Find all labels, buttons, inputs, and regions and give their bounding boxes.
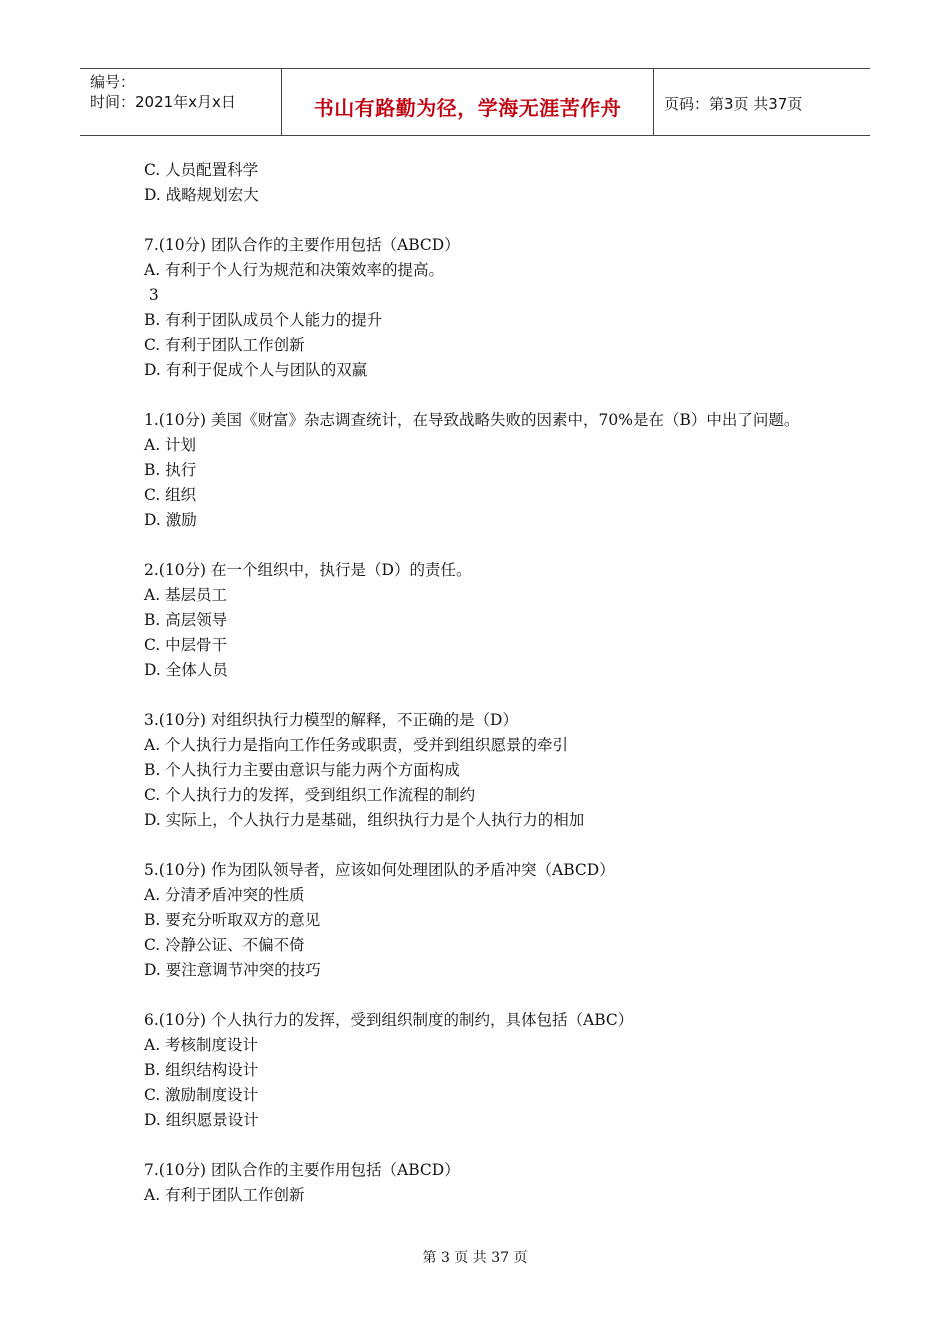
blank-line bbox=[144, 983, 824, 1008]
text-line: D. 激励 bbox=[144, 511, 197, 529]
motto-text: 书山有路勤为径，学海无涯苦作舟 bbox=[313, 96, 622, 120]
text-line: C. 组织 bbox=[144, 486, 197, 504]
text-line: A. 有利于团队工作创新 bbox=[144, 1186, 305, 1204]
page-footer: 第 3 页 共 37 页 bbox=[422, 1250, 528, 1266]
text-line: A. 计划 bbox=[144, 436, 197, 454]
text-line: A. 个人执行力是指向工作任务或职责，受并到组织愿景的牵引 bbox=[144, 736, 569, 754]
text-line: D. 要注意调节冲突的技巧 bbox=[144, 961, 321, 979]
header-left-cell bbox=[80, 69, 282, 135]
text-line: 6.(10分) 个人执行力的发挥，受到组织制度的制约，具体包括（ABC） bbox=[144, 1011, 634, 1029]
text-line: D. 组织愿景设计 bbox=[144, 1111, 259, 1129]
blank-line bbox=[144, 533, 824, 558]
text-line: 3 bbox=[144, 286, 159, 304]
text-line: A. 有利于个人行为规范和决策效率的提高。 bbox=[144, 261, 445, 279]
blank-line bbox=[144, 833, 824, 858]
blank-line bbox=[144, 383, 824, 408]
text-line: 2.(10分) 在一个组织中，执行是（D）的责任。 bbox=[144, 561, 472, 579]
text-line: C. 激励制度设计 bbox=[144, 1086, 259, 1104]
header-middle-cell bbox=[282, 69, 654, 135]
blank-line bbox=[144, 1133, 824, 1158]
text-line: 3.(10分) 对组织执行力模型的解释，不正确的是（D） bbox=[144, 711, 518, 729]
text-line: A. 考核制度设计 bbox=[144, 1036, 259, 1054]
text-line: D. 全体人员 bbox=[144, 661, 228, 679]
header-right-cell bbox=[654, 69, 870, 135]
text-line: D. 有利于促成个人与团队的双赢 bbox=[144, 361, 368, 379]
document-body bbox=[144, 158, 824, 1208]
page-number-label: 页码：第3页 共37页 bbox=[664, 95, 803, 113]
text-line: D. 实际上，个人执行力是基础，组织执行力是个人执行力的相加 bbox=[144, 811, 585, 829]
text-line: 7.(10分) 团队合作的主要作用包括（ABCD） bbox=[144, 1161, 460, 1179]
text-line: B. 个人执行力主要由意识与能力两个方面构成 bbox=[144, 761, 460, 779]
text-line: C. 有利于团队工作创新 bbox=[144, 336, 305, 354]
text-line: C. 中层骨干 bbox=[144, 636, 228, 654]
text-line: B. 要充分听取双方的意见 bbox=[144, 911, 321, 929]
blank-line bbox=[144, 208, 824, 233]
text-line: C. 人员配置科学 bbox=[144, 161, 259, 179]
text-line: B. 执行 bbox=[144, 461, 197, 479]
page-header bbox=[80, 68, 870, 136]
text-line: B. 高层领导 bbox=[144, 611, 228, 629]
number-label: 编号： bbox=[90, 73, 136, 91]
text-line: 1.(10分) 美国《财富》杂志调查统计，在导致战略失败的因素中，70%是在（B）中出了问题。 bbox=[144, 411, 800, 429]
text-line: 5.(10分) 作为团队领导者，应该如何处理团队的矛盾冲突（ABCD） bbox=[144, 861, 615, 879]
time-label: 时间：2021年x月x日 bbox=[90, 93, 236, 111]
text-line: C. 个人执行力的发挥，受到组织工作流程的制约 bbox=[144, 786, 476, 804]
text-line: B. 组织结构设计 bbox=[144, 1061, 259, 1079]
text-line: C. 冷静公证、不偏不倚 bbox=[144, 936, 305, 954]
text-line: A. 基层员工 bbox=[144, 586, 228, 604]
text-line: 7.(10分) 团队合作的主要作用包括（ABCD） bbox=[144, 236, 460, 254]
blank-line bbox=[144, 683, 824, 708]
text-line: D. 战略规划宏大 bbox=[144, 186, 259, 204]
text-line: B. 有利于团队成员个人能力的提升 bbox=[144, 311, 383, 329]
text-line: A. 分清矛盾冲突的性质 bbox=[144, 886, 305, 904]
